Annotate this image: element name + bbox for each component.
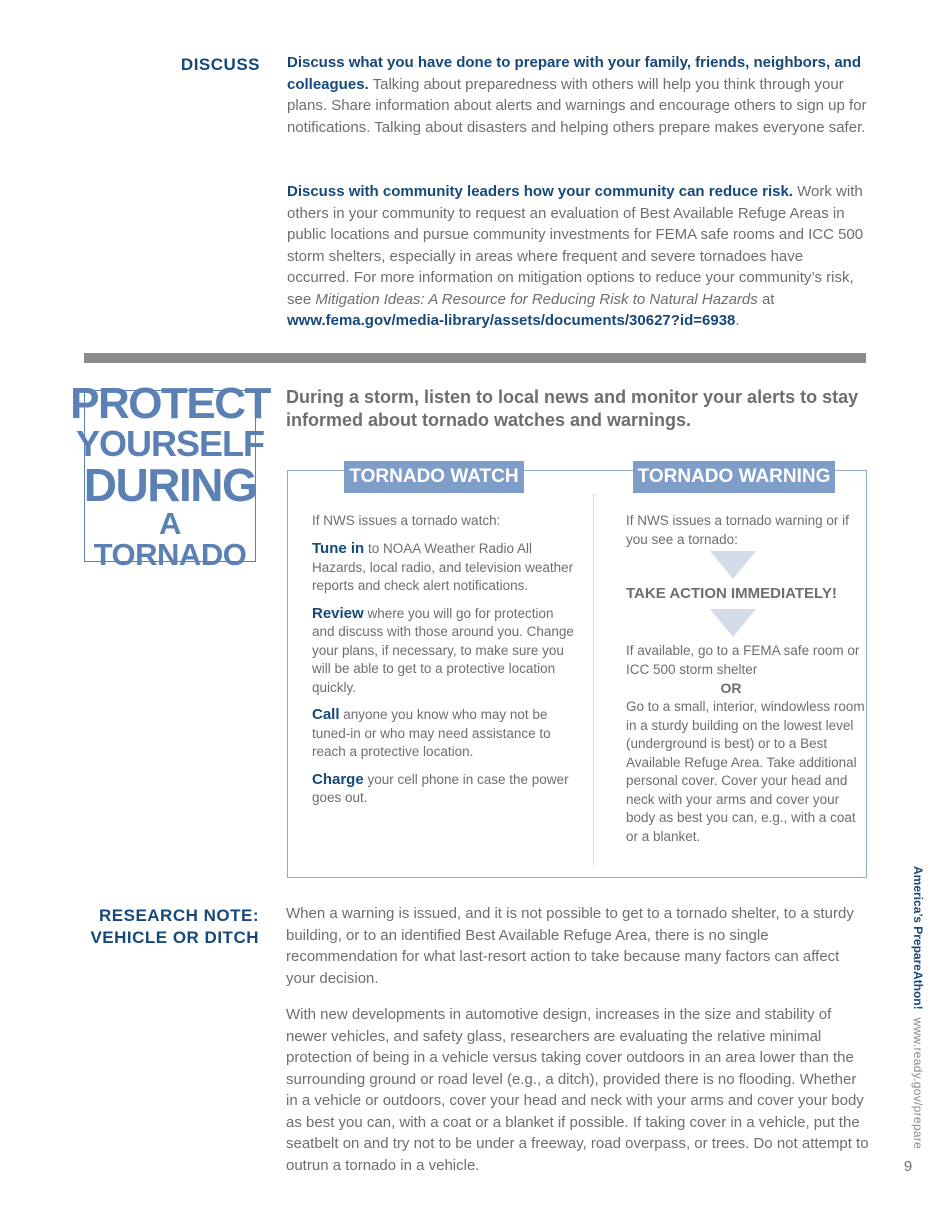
discuss-label: DISCUSS xyxy=(180,55,260,74)
protect-line-3: DURING xyxy=(83,459,257,511)
tornado-warning-header: TORNADO WARNING xyxy=(633,461,835,493)
storm-intro: During a storm, listen to local news and monitor your alerts to stay informed about tornado watches and warnings. xyxy=(286,387,859,430)
protect-yourself-box xyxy=(70,379,270,572)
down-arrow-icon xyxy=(710,551,756,579)
watch-item-lead: Review xyxy=(312,604,364,622)
watch-item-tune-in xyxy=(312,540,574,596)
page-number: 9 xyxy=(903,1158,913,1175)
watch-item-lead: Tune in xyxy=(312,540,365,557)
mitigation-ideas-title: Mitigation Ideas: A Resource for Reducing Risk to Natural Hazards xyxy=(315,290,758,308)
warning-or: OR xyxy=(720,680,742,696)
discuss-community-lead: Discuss with community leaders how your community can reduce risk. xyxy=(287,183,793,200)
take-action-heading: TAKE ACTION IMMEDIATELY! xyxy=(626,585,837,602)
research-paragraph-2: With new developments in automotive design, increases in the size and stability of newer vehicles, and safety glass, researchers are evaluating the relative minimal protection of being in a vehicle versus taking cover outdoors in an area lower than the surrounding ground or road level (e.g., a ditch), provided there is no flooding. Whether in a vehicle or outdoors, cover your head and neck with your arms and cover your body as best you can, with a coat or a blanket if possible. If taking cover in a vehicle, put the seatbelt on and try not to be under a freeway, road overpass, or trees. Do not attempt to outrun a tornado in a vehicle. xyxy=(286,1006,869,1174)
watch-item-review xyxy=(312,605,574,698)
watch-item-text: to NOAA Weather Radio All Hazards, local radio, and television weather reports and check alert notifications. xyxy=(312,541,574,593)
warning-intro: If NWS issues a tornado warning or if you see a tornado: xyxy=(626,513,849,547)
protect-line-2: YOURSELF xyxy=(76,423,265,464)
discuss-family-paragraph xyxy=(287,52,867,138)
watch-action-list xyxy=(312,540,574,817)
protect-line-1: PROTECT xyxy=(70,379,270,428)
fema-mitigation-link[interactable]: www.fema.gov/media-library/assets/documents/30627?id=6938 xyxy=(287,312,736,329)
section-divider xyxy=(84,353,866,363)
down-arrow-icon xyxy=(710,609,756,637)
brand-name: America’s PrepareAthon! xyxy=(911,866,925,1010)
discuss-family-body: Talking about preparedness with others will help you think through your plans. Share information about alerts and warnings and encourage others to sign up for notifications. Talking about disasters and helping others prepare makes everyone safer. xyxy=(287,75,867,136)
research-label-line-1: RESEARCH NOTE: xyxy=(98,906,259,925)
research-paragraph-1: When a warning is issued, and it is not possible to get to a tornado shelter, to a sturdy building, or to an identified Best Available Refuge Area, there is no single recommendation for what last-resort action to take because many factors can affect your decision. xyxy=(286,905,854,987)
watch-item-lead: Call xyxy=(312,706,340,723)
tornado-watch-header: TORNADO WATCH xyxy=(344,461,524,493)
watch-item-text: where you will go for protection and discuss with those around you. Change your plans, if necessary, to make sure you will be able to get to a protective location quickly. xyxy=(312,605,574,695)
discuss-family-lead: Discuss what you have done to prepare with your family, friends, neighbors, and colleagues. xyxy=(287,54,861,93)
watch-item-text: anyone you know who may not be tuned-in or who may need assistance to reach a protective location. xyxy=(312,707,551,759)
watch-item-charge xyxy=(312,771,574,808)
at-text: at xyxy=(757,290,775,308)
brand-url: www.ready.gov/prepare xyxy=(911,1017,925,1150)
warning-option-safe-room: If available, go to a FEMA safe room or ICC 500 storm shelter xyxy=(626,643,860,677)
watch-intro: If NWS issues a tornado watch: xyxy=(312,513,501,528)
research-note-label xyxy=(84,905,259,949)
period: . xyxy=(735,312,740,329)
discuss-community-paragraph xyxy=(287,181,867,332)
side-footer-tag xyxy=(885,866,925,1150)
watch-item-text: your cell phone in case the power goes out. xyxy=(312,771,569,805)
research-label-line-2: VEHICLE OR DITCH xyxy=(90,928,259,947)
discuss-community-body: Work with others in your community to request an evaluation of Best Available Refuge Areas in public locations and pursue community investments for FEMA safe rooms and ICC 500 storm shelters, especially in areas where frequent and severe tornadoes have occurred. For more information on mitigation options to reduce your community’s risk, see xyxy=(287,183,864,308)
protect-line-4: A TORNADO xyxy=(93,506,247,572)
watch-item-lead: Charge xyxy=(312,770,364,788)
warning-option-interior-room: Go to a small, interior, windowless room in a sturdy building on the lowest level (underground is best) or to a Best Available Refuge Area. Take additional personal cover. Cover your head and neck with your arms and cover your body as best you can, e.g., with a coat or a blanket. xyxy=(626,699,865,844)
panel-column-divider xyxy=(593,494,594,866)
watch-item-call xyxy=(312,706,574,762)
